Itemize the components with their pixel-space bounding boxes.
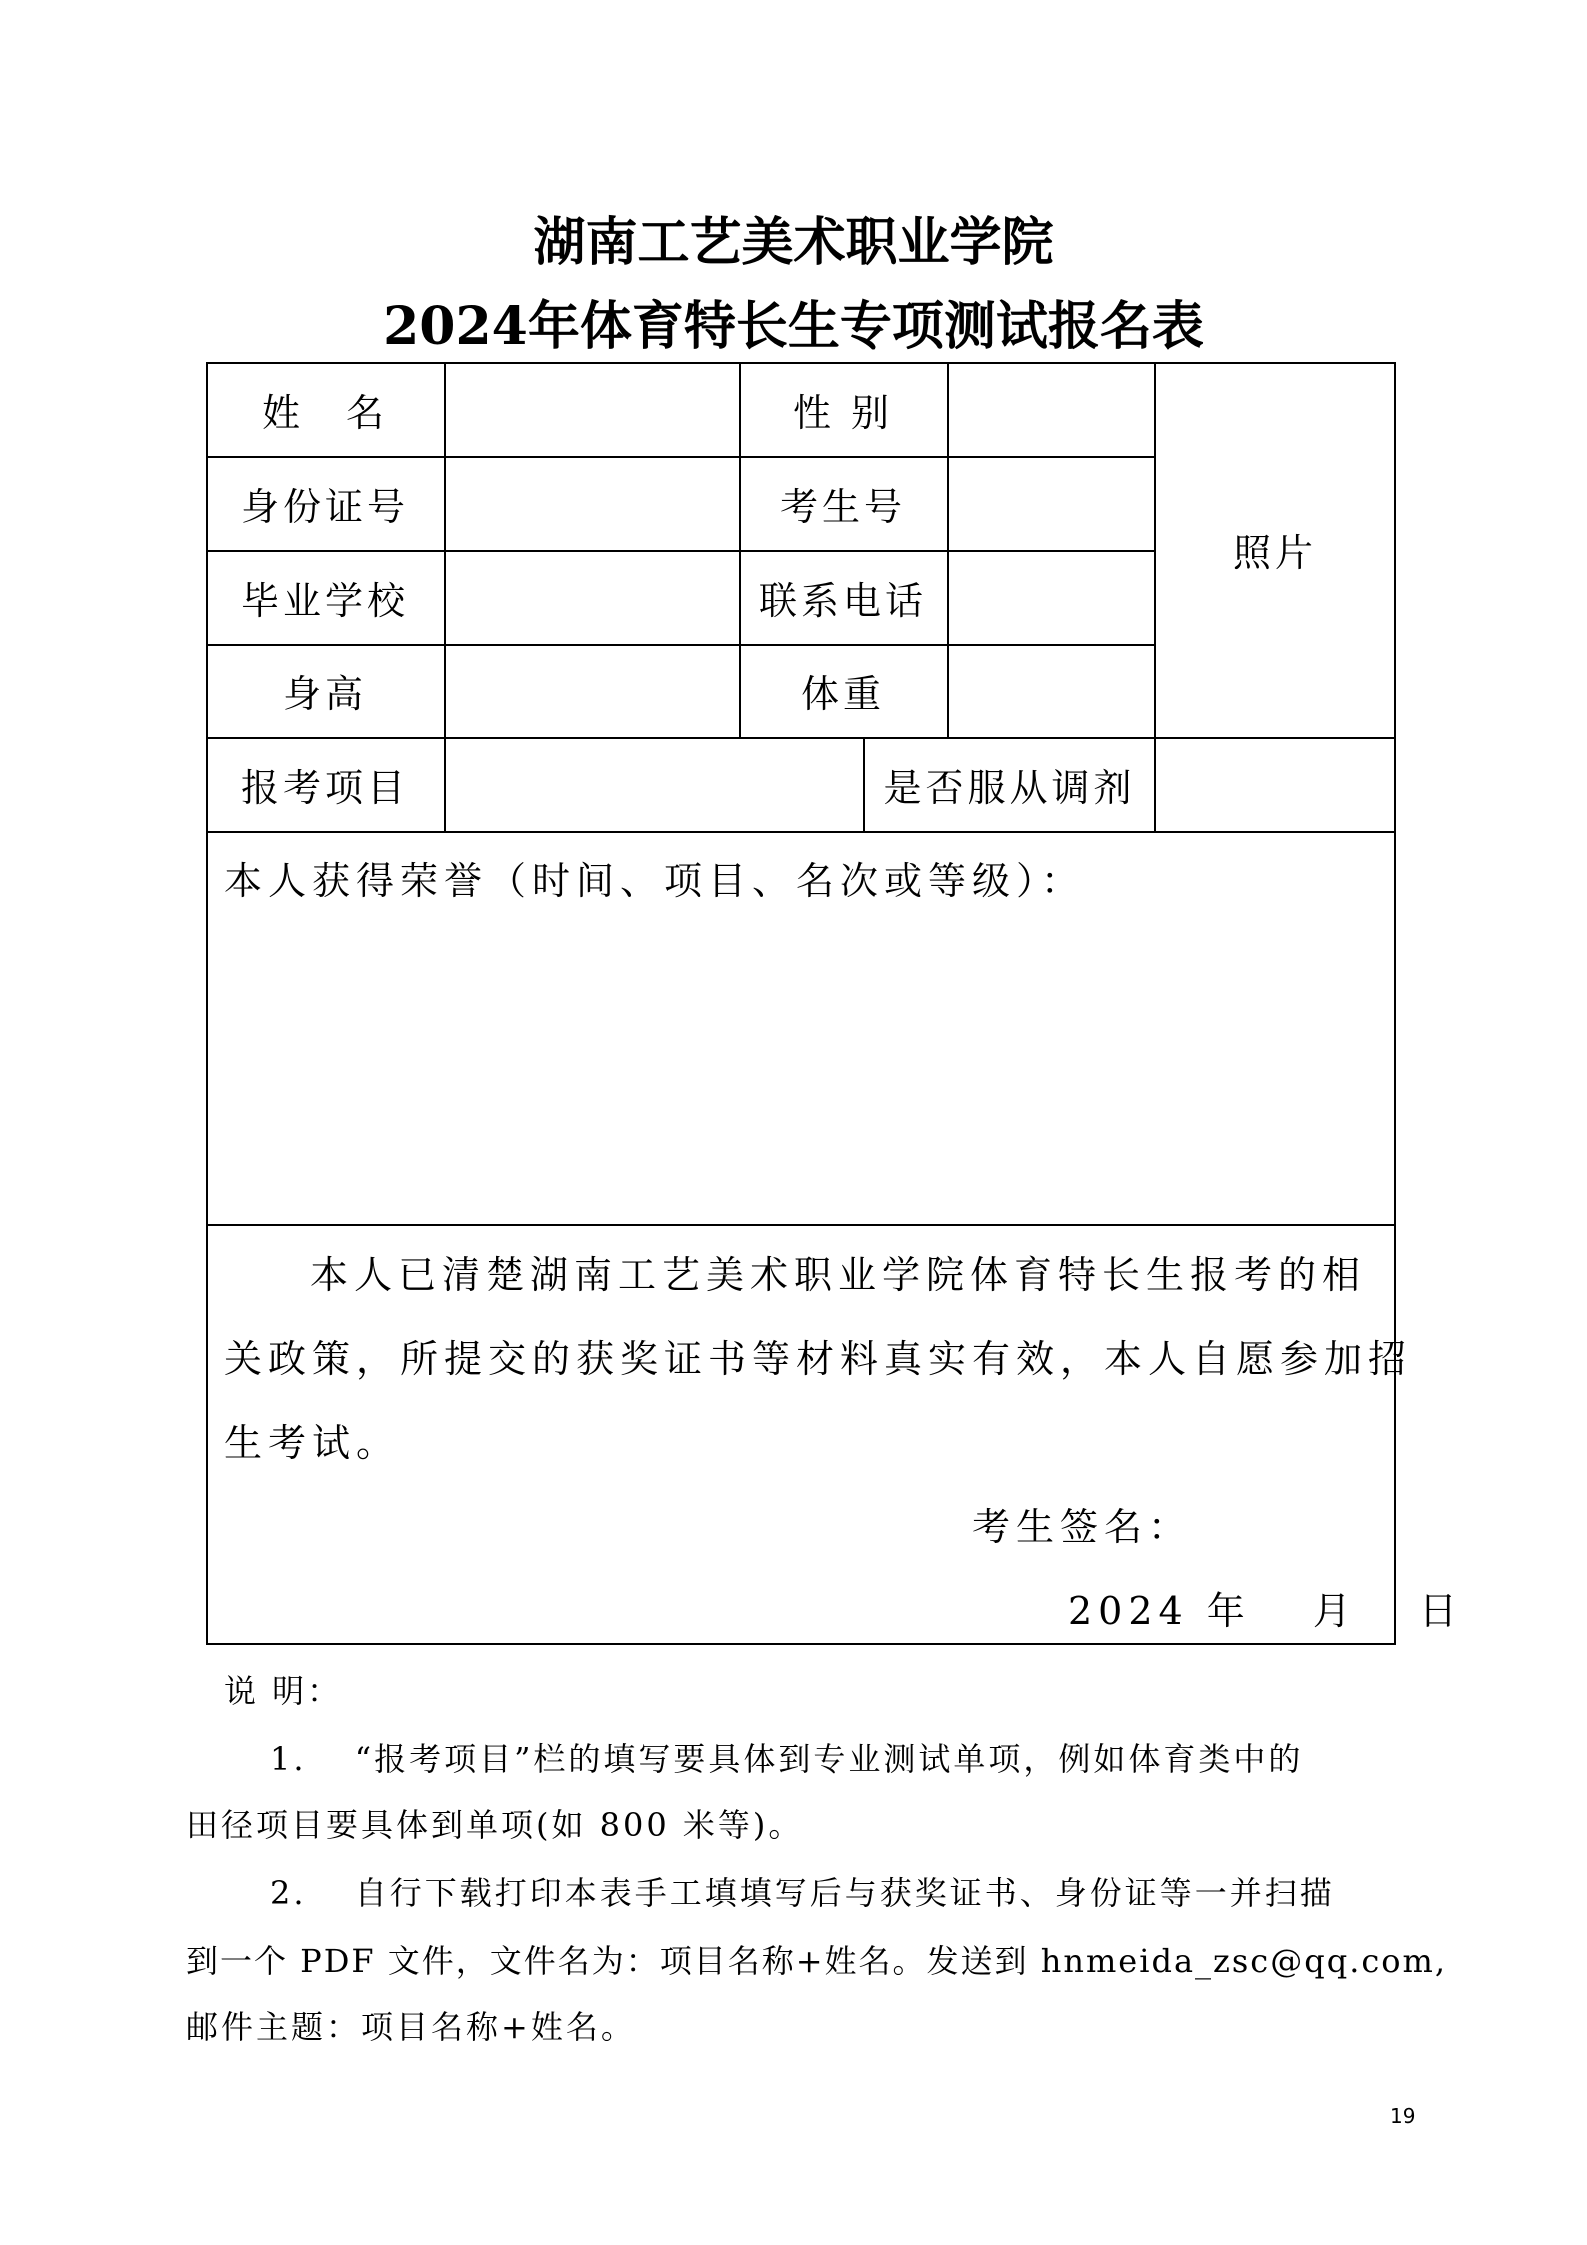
event-field[interactable] <box>446 737 863 831</box>
label-school: 毕业学校 <box>240 578 409 623</box>
photo-box: 照片 <box>1232 531 1317 575</box>
label-weight: 体重 <box>800 672 885 716</box>
note-line: 到一个 PDF 文件，文件名为：项目名称+姓名。发送到 hnmeida_zsc@qq.com, <box>186 1942 1448 1980</box>
label-id-number: 身份证号 <box>240 484 409 529</box>
label-name: 姓 名 <box>261 390 388 435</box>
gender-field[interactable] <box>949 362 1154 456</box>
weight-field[interactable] <box>949 644 1154 737</box>
label-adjust: 是否服从调剂 <box>883 765 1136 810</box>
label-gender: 性 别 <box>792 390 894 435</box>
note-line: 邮件主题：项目名称+姓名。 <box>186 2008 636 2046</box>
declaration-line3: 生考试。 <box>224 1421 401 1465</box>
note-line: 田径项目要具体到单项(如 800 米等)。 <box>186 1806 804 1844</box>
note-line: 2. 自行下载打印本表手工填填写后与获奖证书、身份证等一并扫描 <box>270 1874 1335 1912</box>
title-line1: 湖南工艺美术职业学院 <box>533 212 1054 273</box>
school-field[interactable] <box>446 550 739 644</box>
note-line: 1. “报考项目”栏的填写要具体到专业测试单项，例如体育类中的 <box>270 1740 1304 1778</box>
label-phone: 联系电话 <box>758 578 927 623</box>
date-line: 2024 年 月 日 <box>1068 1589 1463 1633</box>
title-line2: 2024年体育特长生专项测试报名表 <box>383 296 1204 357</box>
label-height: 身高 <box>282 672 367 716</box>
honors-field[interactable] <box>210 905 1390 1220</box>
label-event: 报考项目 <box>240 765 409 810</box>
declaration-line1: 本人已清楚湖南工艺美术职业学院体育特长生报考的相 <box>310 1253 1367 1297</box>
name-field[interactable] <box>446 362 739 456</box>
height-field[interactable] <box>446 644 739 737</box>
id-number-field[interactable] <box>446 456 739 550</box>
page-number: 19 <box>1390 2104 1416 2128</box>
declaration-line2: 关政策，所提交的获奖证书等材料真实有效，本人自愿参加招 <box>224 1337 1413 1381</box>
notes-heading: 说 明： <box>224 1672 343 1710</box>
label-exam-number: 考生号 <box>779 484 906 529</box>
label-honors: 本人获得荣誉（时间、项目、名次或等级）： <box>224 859 1086 903</box>
phone-field[interactable] <box>949 550 1154 644</box>
adjust-field[interactable] <box>1156 737 1394 831</box>
signature-label: 考生签名： <box>972 1505 1193 1549</box>
exam-number-field[interactable] <box>949 456 1154 550</box>
